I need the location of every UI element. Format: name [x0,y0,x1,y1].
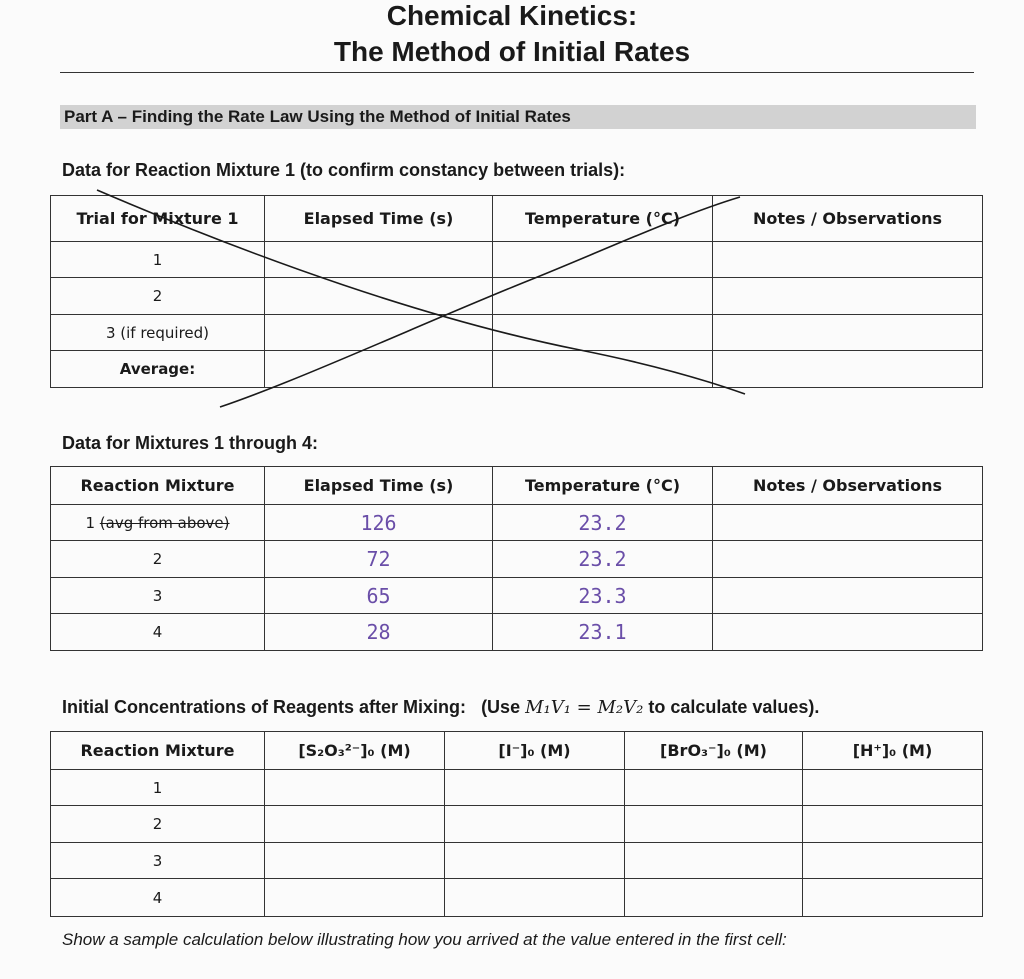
col-temperature: Temperature (°C) [493,196,713,242]
mixture-label: 3 [51,578,265,614]
struck-text: (avg from above) [99,513,230,532]
mixture-label: 4 [51,879,265,917]
cell[interactable] [625,770,803,806]
cell[interactable] [803,806,983,843]
col-notes: Notes / Observations [713,196,983,242]
mixtures-1-4-table [50,466,983,651]
average-label: Average: [51,351,265,388]
trial-label: 1 [51,242,265,278]
cell[interactable] [713,578,983,614]
col-thiosulfate: [S₂O₃²⁻]₀ (M) [265,732,445,770]
table-row [51,578,983,614]
temperature-value[interactable]: 23.2 [493,541,713,578]
sample-calculation-instruction: Show a sample calculation below illustrating how you arrived at the value entered in the first cell: [62,930,787,949]
cell[interactable] [445,843,625,879]
col-bromate: [BrO₃⁻]₀ (M) [625,732,803,770]
cell[interactable] [625,843,803,879]
title-line-1: Chemical Kinetics: [386,0,638,31]
elapsed-time-value[interactable]: 72 [265,541,493,578]
cell[interactable] [803,879,983,917]
col-temperature: Temperature (°C) [493,467,713,505]
cell[interactable] [445,879,625,917]
cell[interactable] [445,806,625,843]
mixture-number: 1 [85,513,100,532]
cell[interactable] [713,505,983,541]
cell[interactable] [265,843,445,879]
table3-heading-text: Initial Concentrations of Reagents after Mixing: [62,697,467,717]
table1-heading: Data for Reaction Mixture 1 (to confirm constancy between trials): [62,160,626,180]
temperature-value[interactable]: 23.2 [493,505,713,541]
cell[interactable] [265,879,445,917]
cell[interactable] [625,879,803,917]
trial-label: 2 [51,278,265,315]
temperature-value[interactable]: 23.3 [493,578,713,614]
table-row [51,505,983,541]
col-elapsed-time: Elapsed Time (s) [265,467,493,505]
col-reaction-mixture: Reaction Mixture [51,732,265,770]
table-row [51,806,983,843]
table-row [51,879,983,917]
table-row [51,770,983,806]
cell[interactable] [803,770,983,806]
mixture-label [51,505,265,541]
cell[interactable] [625,806,803,843]
part-a-label: Part A – Finding the Rate Law Using the Method of Initial Rates [64,107,571,126]
temperature-value[interactable]: 23.1 [493,614,713,651]
mixture-label: 1 [51,770,265,806]
table2-heading: Data for Mixtures 1 through 4: [62,433,319,453]
dilution-equation: M₁V₁ = M₂V₂ [525,697,644,718]
table-row [51,541,983,578]
table-row [51,614,983,651]
cell[interactable] [445,770,625,806]
col-iodide: [I⁻]₀ (M) [445,732,625,770]
table-row [51,843,983,879]
table3-heading [62,697,819,718]
col-notes: Notes / Observations [713,467,983,505]
elapsed-time-value[interactable]: 28 [265,614,493,651]
table3-heading-suffix: to calculate values). [648,697,820,717]
col-reaction-mixture: Reaction Mixture [51,467,265,505]
elapsed-time-value[interactable]: 126 [265,505,493,541]
mixture-label: 4 [51,614,265,651]
trial-label: 3 (if required) [51,315,265,351]
col-trial: Trial for Mixture 1 [51,196,265,242]
mixture-label: 2 [51,806,265,843]
cell[interactable] [713,541,983,578]
col-hydrogen-ion: [H⁺]₀ (M) [803,732,983,770]
cell[interactable] [803,843,983,879]
cell[interactable] [265,806,445,843]
col-elapsed-time: Elapsed Time (s) [265,196,493,242]
cell[interactable] [265,770,445,806]
elapsed-time-value[interactable]: 65 [265,578,493,614]
mixture-label: 2 [51,541,265,578]
mixture-label: 3 [51,843,265,879]
title-line-2: The Method of Initial Rates [333,36,691,67]
initial-concentrations-table [50,731,983,917]
table3-heading-use: (Use [481,697,521,717]
cell[interactable] [713,614,983,651]
